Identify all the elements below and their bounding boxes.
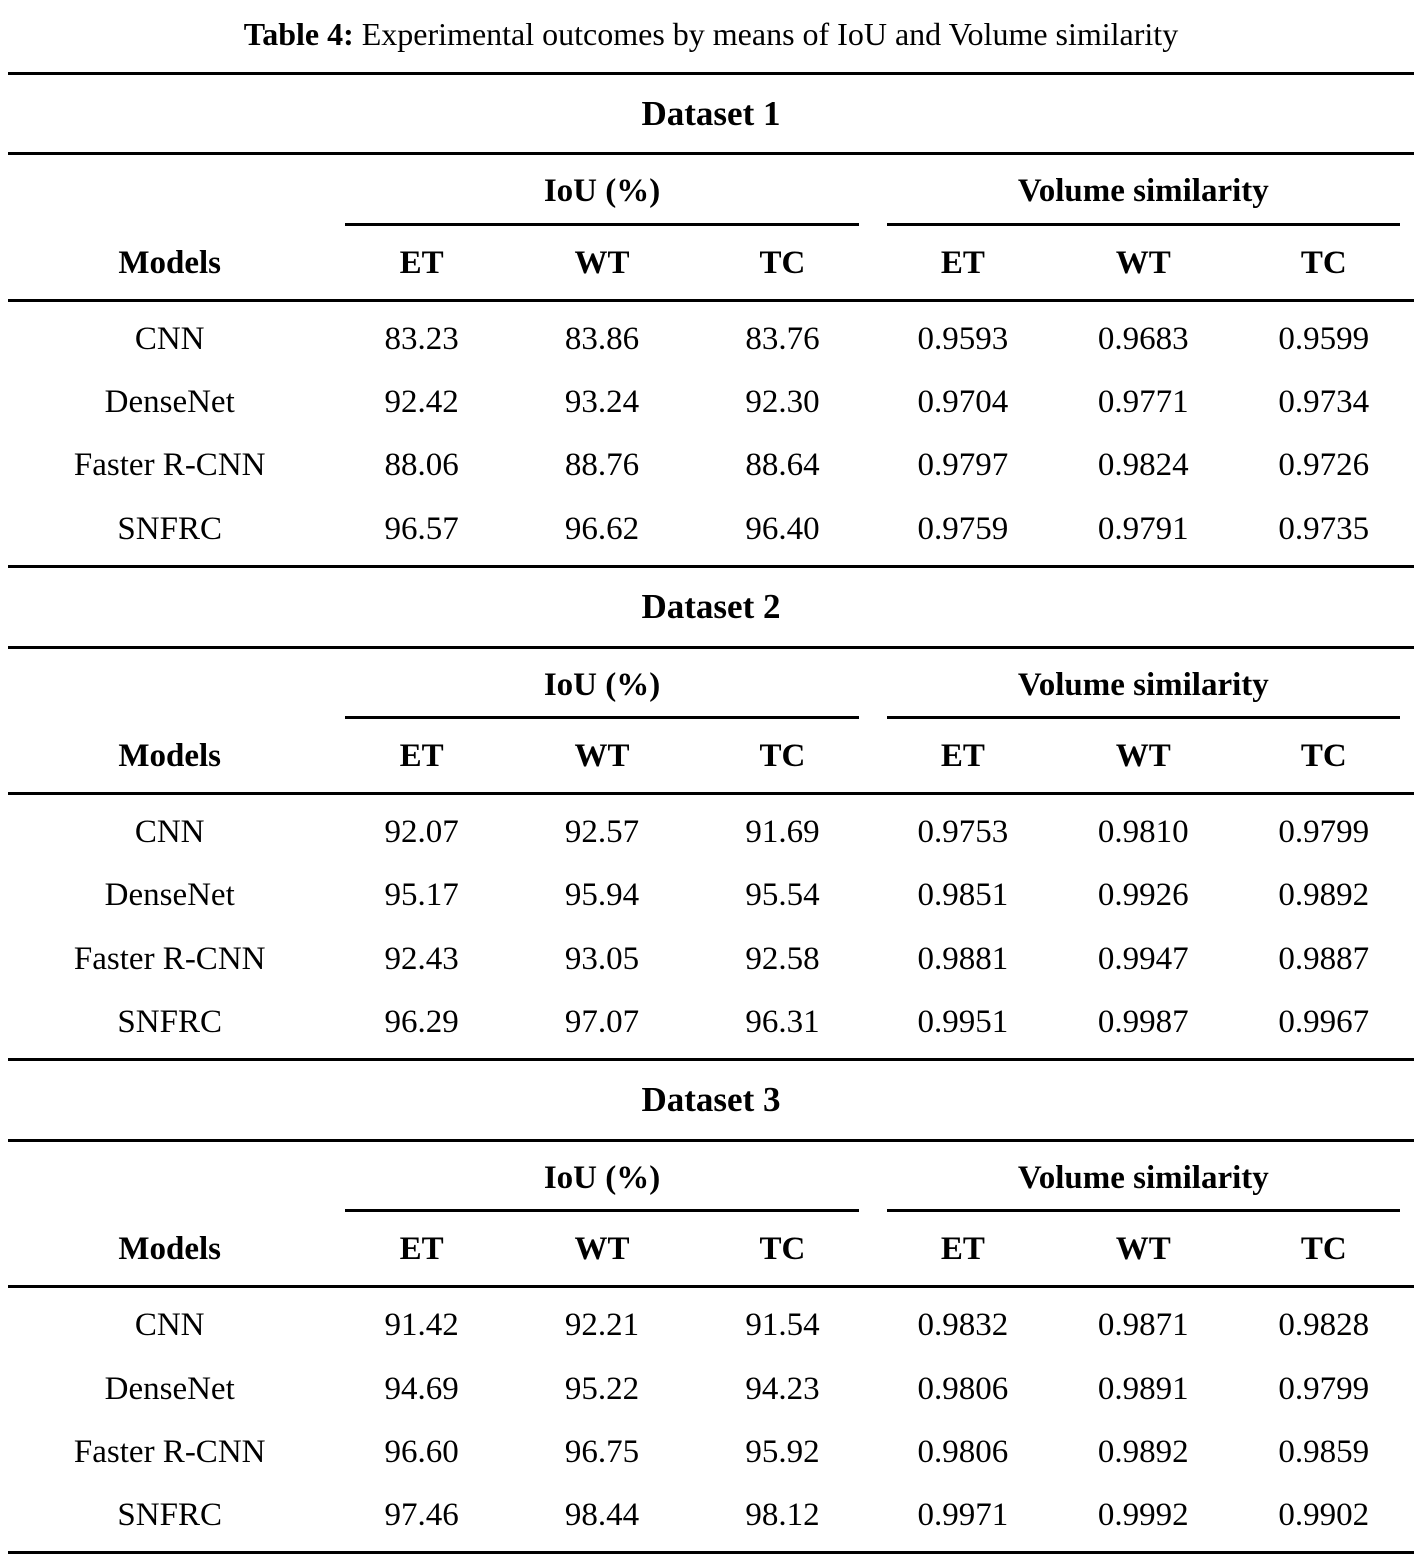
table-row [8, 1287, 1414, 1358]
iou-et-cell: 97.46 [384, 1497, 459, 1534]
column-header-row [8, 1215, 1414, 1287]
iou-tc-header: TC [692, 722, 872, 794]
vs-tc-cell: 0.9734 [1278, 384, 1370, 421]
vs-tc-cell: 0.9967 [1278, 1003, 1370, 1040]
iou-tc-header: TC [692, 1215, 872, 1287]
vs-et-header: ET [873, 722, 1053, 794]
volume-similarity-group-header: Volume similarity [1017, 1159, 1269, 1196]
iou-group-header: IoU (%) [543, 666, 661, 703]
vs-et-cell: 0.9851 [917, 877, 1009, 914]
iou-wt-cell: 93.05 [564, 940, 640, 977]
vs-cmidrule [887, 223, 1400, 226]
section-title-dataset-1: Dataset 1 [641, 93, 781, 133]
iou-tc-cell: 92.30 [745, 384, 820, 421]
iou-tc-cell: 91.69 [745, 814, 820, 851]
group-header-row [8, 155, 1414, 216]
vs-tc-header: TC [1234, 229, 1415, 301]
iou-et-header: ET [331, 722, 511, 794]
model-name-cell: Faster R-CNN [73, 1433, 266, 1470]
vs-wt-cell: 0.9791 [1097, 510, 1189, 547]
vs-tc-cell: 0.9799 [1278, 1370, 1370, 1407]
iou-wt-cell: 83.86 [564, 320, 640, 357]
vs-wt-cell: 0.9871 [1097, 1307, 1189, 1344]
table-row [8, 864, 1414, 927]
caption-text: Experimental outcomes by means of IoU and Volume similarity [353, 16, 1179, 52]
group-header-row [8, 1142, 1414, 1203]
vs-wt-cell: 0.9771 [1097, 384, 1189, 421]
iou-tc-header: TC [692, 229, 872, 301]
model-name-cell: DenseNet [104, 1370, 235, 1407]
vs-tc-cell: 0.9887 [1278, 940, 1370, 977]
iou-wt-cell: 98.44 [564, 1497, 640, 1534]
empty-cell [8, 1142, 331, 1203]
vs-wt-cell: 0.9683 [1097, 320, 1189, 357]
vs-et-cell: 0.9806 [917, 1433, 1009, 1470]
iou-et-cell: 96.29 [384, 1003, 459, 1040]
vs-et-cell: 0.9753 [917, 814, 1009, 851]
iou-tc-cell: 92.58 [745, 940, 820, 977]
model-name-cell: CNN [134, 320, 205, 357]
iou-wt-cell: 92.21 [564, 1307, 640, 1344]
caption-label: Table 4: [243, 16, 354, 52]
iou-et-header: ET [331, 229, 511, 301]
table-row [8, 1358, 1414, 1421]
vs-et-cell: 0.9951 [917, 1003, 1009, 1040]
column-header-row [8, 229, 1414, 301]
iou-et-cell: 94.69 [384, 1370, 459, 1407]
vs-et-cell: 0.9704 [917, 384, 1009, 421]
table-row [8, 991, 1414, 1058]
iou-tc-cell: 91.54 [745, 1307, 820, 1344]
iou-wt-cell: 92.57 [564, 814, 640, 851]
cmidrule-row [8, 217, 1414, 229]
vs-wt-cell: 0.9810 [1097, 814, 1189, 851]
section-title-dataset-3: Dataset 3 [641, 1080, 781, 1120]
table-row [8, 1484, 1414, 1551]
empty-cell [8, 155, 331, 216]
vs-et-cell: 0.9759 [917, 510, 1009, 547]
models-header: Models [8, 1215, 331, 1287]
vs-et-cell: 0.9881 [917, 940, 1009, 977]
iou-et-cell: 91.42 [384, 1307, 459, 1344]
section-title-dataset-2: Dataset 2 [641, 586, 781, 626]
vs-tc-cell: 0.9599 [1278, 320, 1370, 357]
vs-et-cell: 0.9806 [917, 1370, 1009, 1407]
table-row [8, 434, 1414, 497]
empty-cell [8, 649, 331, 710]
model-name-cell: SNFRC [117, 1497, 222, 1534]
vs-wt-cell: 0.9824 [1097, 447, 1189, 484]
results-table-dataset-3 [8, 1142, 1414, 1552]
vs-tc-cell: 0.9828 [1278, 1307, 1370, 1344]
iou-tc-cell: 83.76 [745, 320, 820, 357]
vs-et-header: ET [873, 229, 1053, 301]
iou-et-cell: 88.06 [384, 447, 459, 484]
volume-similarity-group-header: Volume similarity [1017, 666, 1269, 703]
iou-group-header: IoU (%) [543, 1159, 661, 1196]
group-header-row [8, 649, 1414, 710]
iou-wt-header: WT [512, 722, 692, 794]
iou-et-cell: 92.42 [384, 384, 459, 421]
model-name-cell: Faster R-CNN [73, 940, 266, 977]
cmidrule-row [8, 710, 1414, 722]
vs-tc-cell: 0.9892 [1278, 877, 1370, 914]
vs-tc-cell: 0.9799 [1278, 814, 1370, 851]
iou-tc-cell: 96.40 [745, 510, 820, 547]
vs-tc-header: TC [1234, 1215, 1415, 1287]
iou-group-header: IoU (%) [543, 173, 661, 210]
results-table-dataset-2 [8, 649, 1414, 1059]
iou-wt-cell: 88.76 [564, 447, 640, 484]
vs-tc-header: TC [1234, 722, 1415, 794]
empty-cell [8, 710, 331, 722]
vs-wt-cell: 0.9947 [1097, 940, 1189, 977]
iou-wt-header: WT [512, 1215, 692, 1287]
vs-tc-cell: 0.9902 [1278, 1497, 1370, 1534]
vs-et-cell: 0.9971 [917, 1497, 1009, 1534]
vs-et-cell: 0.9832 [917, 1307, 1009, 1344]
iou-tc-cell: 96.31 [745, 1003, 820, 1040]
cmidrule-row [8, 1203, 1414, 1215]
vs-wt-header: WT [1053, 722, 1233, 794]
table-caption [8, 6, 1414, 72]
vs-wt-cell: 0.9987 [1097, 1003, 1189, 1040]
vs-wt-cell: 0.9892 [1097, 1433, 1189, 1470]
volume-similarity-group-header: Volume similarity [1017, 173, 1269, 210]
iou-et-cell: 92.07 [384, 814, 459, 851]
iou-cmidrule [345, 223, 858, 226]
empty-cell [8, 217, 331, 229]
model-name-cell: DenseNet [104, 877, 235, 914]
iou-tc-cell: 95.54 [745, 877, 820, 914]
vs-et-header: ET [873, 1215, 1053, 1287]
iou-et-cell: 95.17 [384, 877, 459, 914]
iou-et-header: ET [331, 1215, 511, 1287]
vs-tc-cell: 0.9859 [1278, 1433, 1370, 1470]
iou-tc-cell: 88.64 [745, 447, 820, 484]
iou-wt-cell: 96.62 [564, 510, 640, 547]
vs-wt-cell: 0.9891 [1097, 1370, 1189, 1407]
iou-wt-cell: 96.75 [564, 1433, 640, 1470]
vs-wt-cell: 0.9992 [1097, 1497, 1189, 1534]
iou-tc-cell: 98.12 [745, 1497, 820, 1534]
iou-et-cell: 96.60 [384, 1433, 459, 1470]
vs-cmidrule [887, 1209, 1400, 1212]
table-row [8, 300, 1414, 371]
iou-et-cell: 96.57 [384, 510, 459, 547]
iou-tc-cell: 94.23 [745, 1370, 820, 1407]
model-name-cell: CNN [134, 814, 205, 851]
vs-wt-cell: 0.9926 [1097, 877, 1189, 914]
table-row [8, 794, 1414, 865]
vs-et-cell: 0.9797 [917, 447, 1009, 484]
iou-cmidrule [345, 716, 858, 719]
iou-cmidrule [345, 1209, 858, 1212]
model-name-cell: SNFRC [117, 510, 222, 547]
iou-et-cell: 92.43 [384, 940, 459, 977]
table-row [8, 1421, 1414, 1484]
vs-tc-cell: 0.9726 [1278, 447, 1370, 484]
vs-wt-header: WT [1053, 229, 1233, 301]
empty-cell [8, 1203, 331, 1215]
column-header-row [8, 722, 1414, 794]
model-name-cell: Faster R-CNN [73, 447, 266, 484]
iou-wt-cell: 97.07 [564, 1003, 640, 1040]
iou-wt-cell: 93.24 [564, 384, 640, 421]
results-table-dataset-1 [8, 155, 1414, 565]
iou-wt-cell: 95.22 [564, 1370, 640, 1407]
iou-wt-cell: 95.94 [564, 877, 640, 914]
models-header: Models [8, 722, 331, 794]
model-name-cell: CNN [134, 1307, 205, 1344]
iou-tc-cell: 95.92 [745, 1433, 820, 1470]
vs-cmidrule [887, 716, 1400, 719]
model-name-cell: SNFRC [117, 1003, 222, 1040]
vs-et-cell: 0.9593 [917, 320, 1009, 357]
vs-wt-header: WT [1053, 1215, 1233, 1287]
table-row [8, 371, 1414, 434]
iou-wt-header: WT [512, 229, 692, 301]
table-row [8, 498, 1414, 565]
vs-tc-cell: 0.9735 [1278, 510, 1370, 547]
table-row [8, 928, 1414, 991]
iou-et-cell: 83.23 [384, 320, 459, 357]
model-name-cell: DenseNet [104, 384, 235, 421]
models-header: Models [8, 229, 331, 301]
